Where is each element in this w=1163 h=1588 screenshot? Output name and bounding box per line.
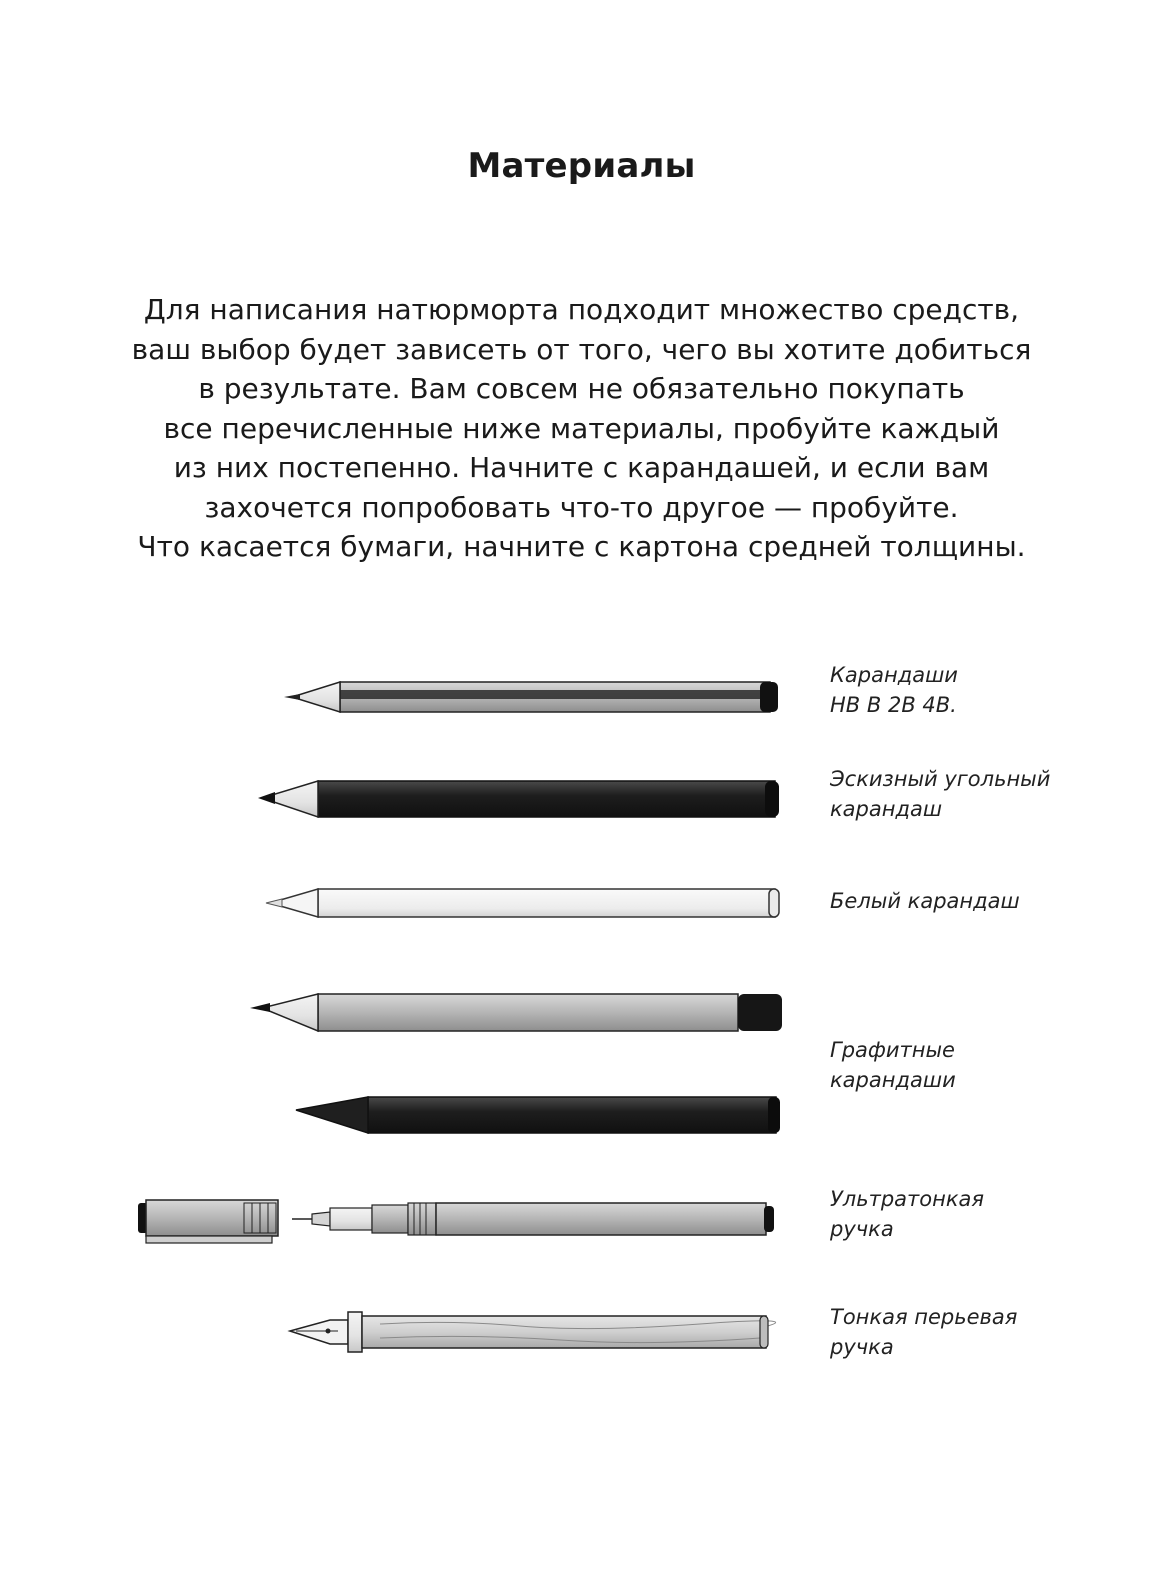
label-charcoal-sketch-pencil xyxy=(830,764,1050,824)
page-title: Материалы xyxy=(467,146,696,186)
intro-line: в результате. Вам совсем не обязательно покупать xyxy=(198,372,965,405)
label-line: карандаш xyxy=(830,797,943,821)
label-fine-nib-pen xyxy=(830,1302,1017,1362)
label-line: карандаши xyxy=(830,1068,956,1092)
ultrafine-pen-icon xyxy=(138,1200,774,1243)
intro-line: из них постепенно. Начните с карандашей, и если вам xyxy=(173,451,990,484)
label-white-pencil xyxy=(830,886,1020,916)
label-line: Эскизный угольный xyxy=(830,767,1051,791)
intro-line: ваш выбор будет зависеть от того, чего вы хотите добиться xyxy=(131,332,1032,366)
label-line: ручка xyxy=(830,1217,894,1241)
graphite-pencil-light-icon xyxy=(250,994,782,1031)
label-line: Белый карандаш xyxy=(830,889,1020,913)
label-line: HB B 2B 4B. xyxy=(830,693,957,717)
label-line: ручка xyxy=(830,1335,894,1359)
label-ultrafine-pen xyxy=(830,1184,984,1244)
intro-line: Для написания натюрморта подходит множество средств, xyxy=(143,293,1020,326)
white-pencil-icon xyxy=(266,889,779,917)
intro-line: захочется попробовать что-то другое — пробуйте. xyxy=(204,490,959,524)
fine-nib-pen-icon xyxy=(290,1312,776,1352)
label-line: Графитные xyxy=(830,1038,955,1062)
intro-line: все перечисленные ниже материалы, пробуйте каждый xyxy=(163,411,1000,445)
intro-line: Что касается бумаги, начните с картона средней толщины. xyxy=(137,530,1026,563)
label-line: Тонкая перьевая xyxy=(830,1305,1018,1329)
charcoal-pencil-icon xyxy=(258,781,779,817)
graphite-pencil-set-icon xyxy=(284,682,778,712)
graphite-pencil-dark-icon xyxy=(296,1097,780,1133)
label-graphite-pencils xyxy=(830,1035,956,1095)
label-graphite-pencils-set xyxy=(830,660,958,720)
label-line: Карандаши xyxy=(830,663,958,687)
label-line: Ультратонкая xyxy=(830,1187,985,1211)
